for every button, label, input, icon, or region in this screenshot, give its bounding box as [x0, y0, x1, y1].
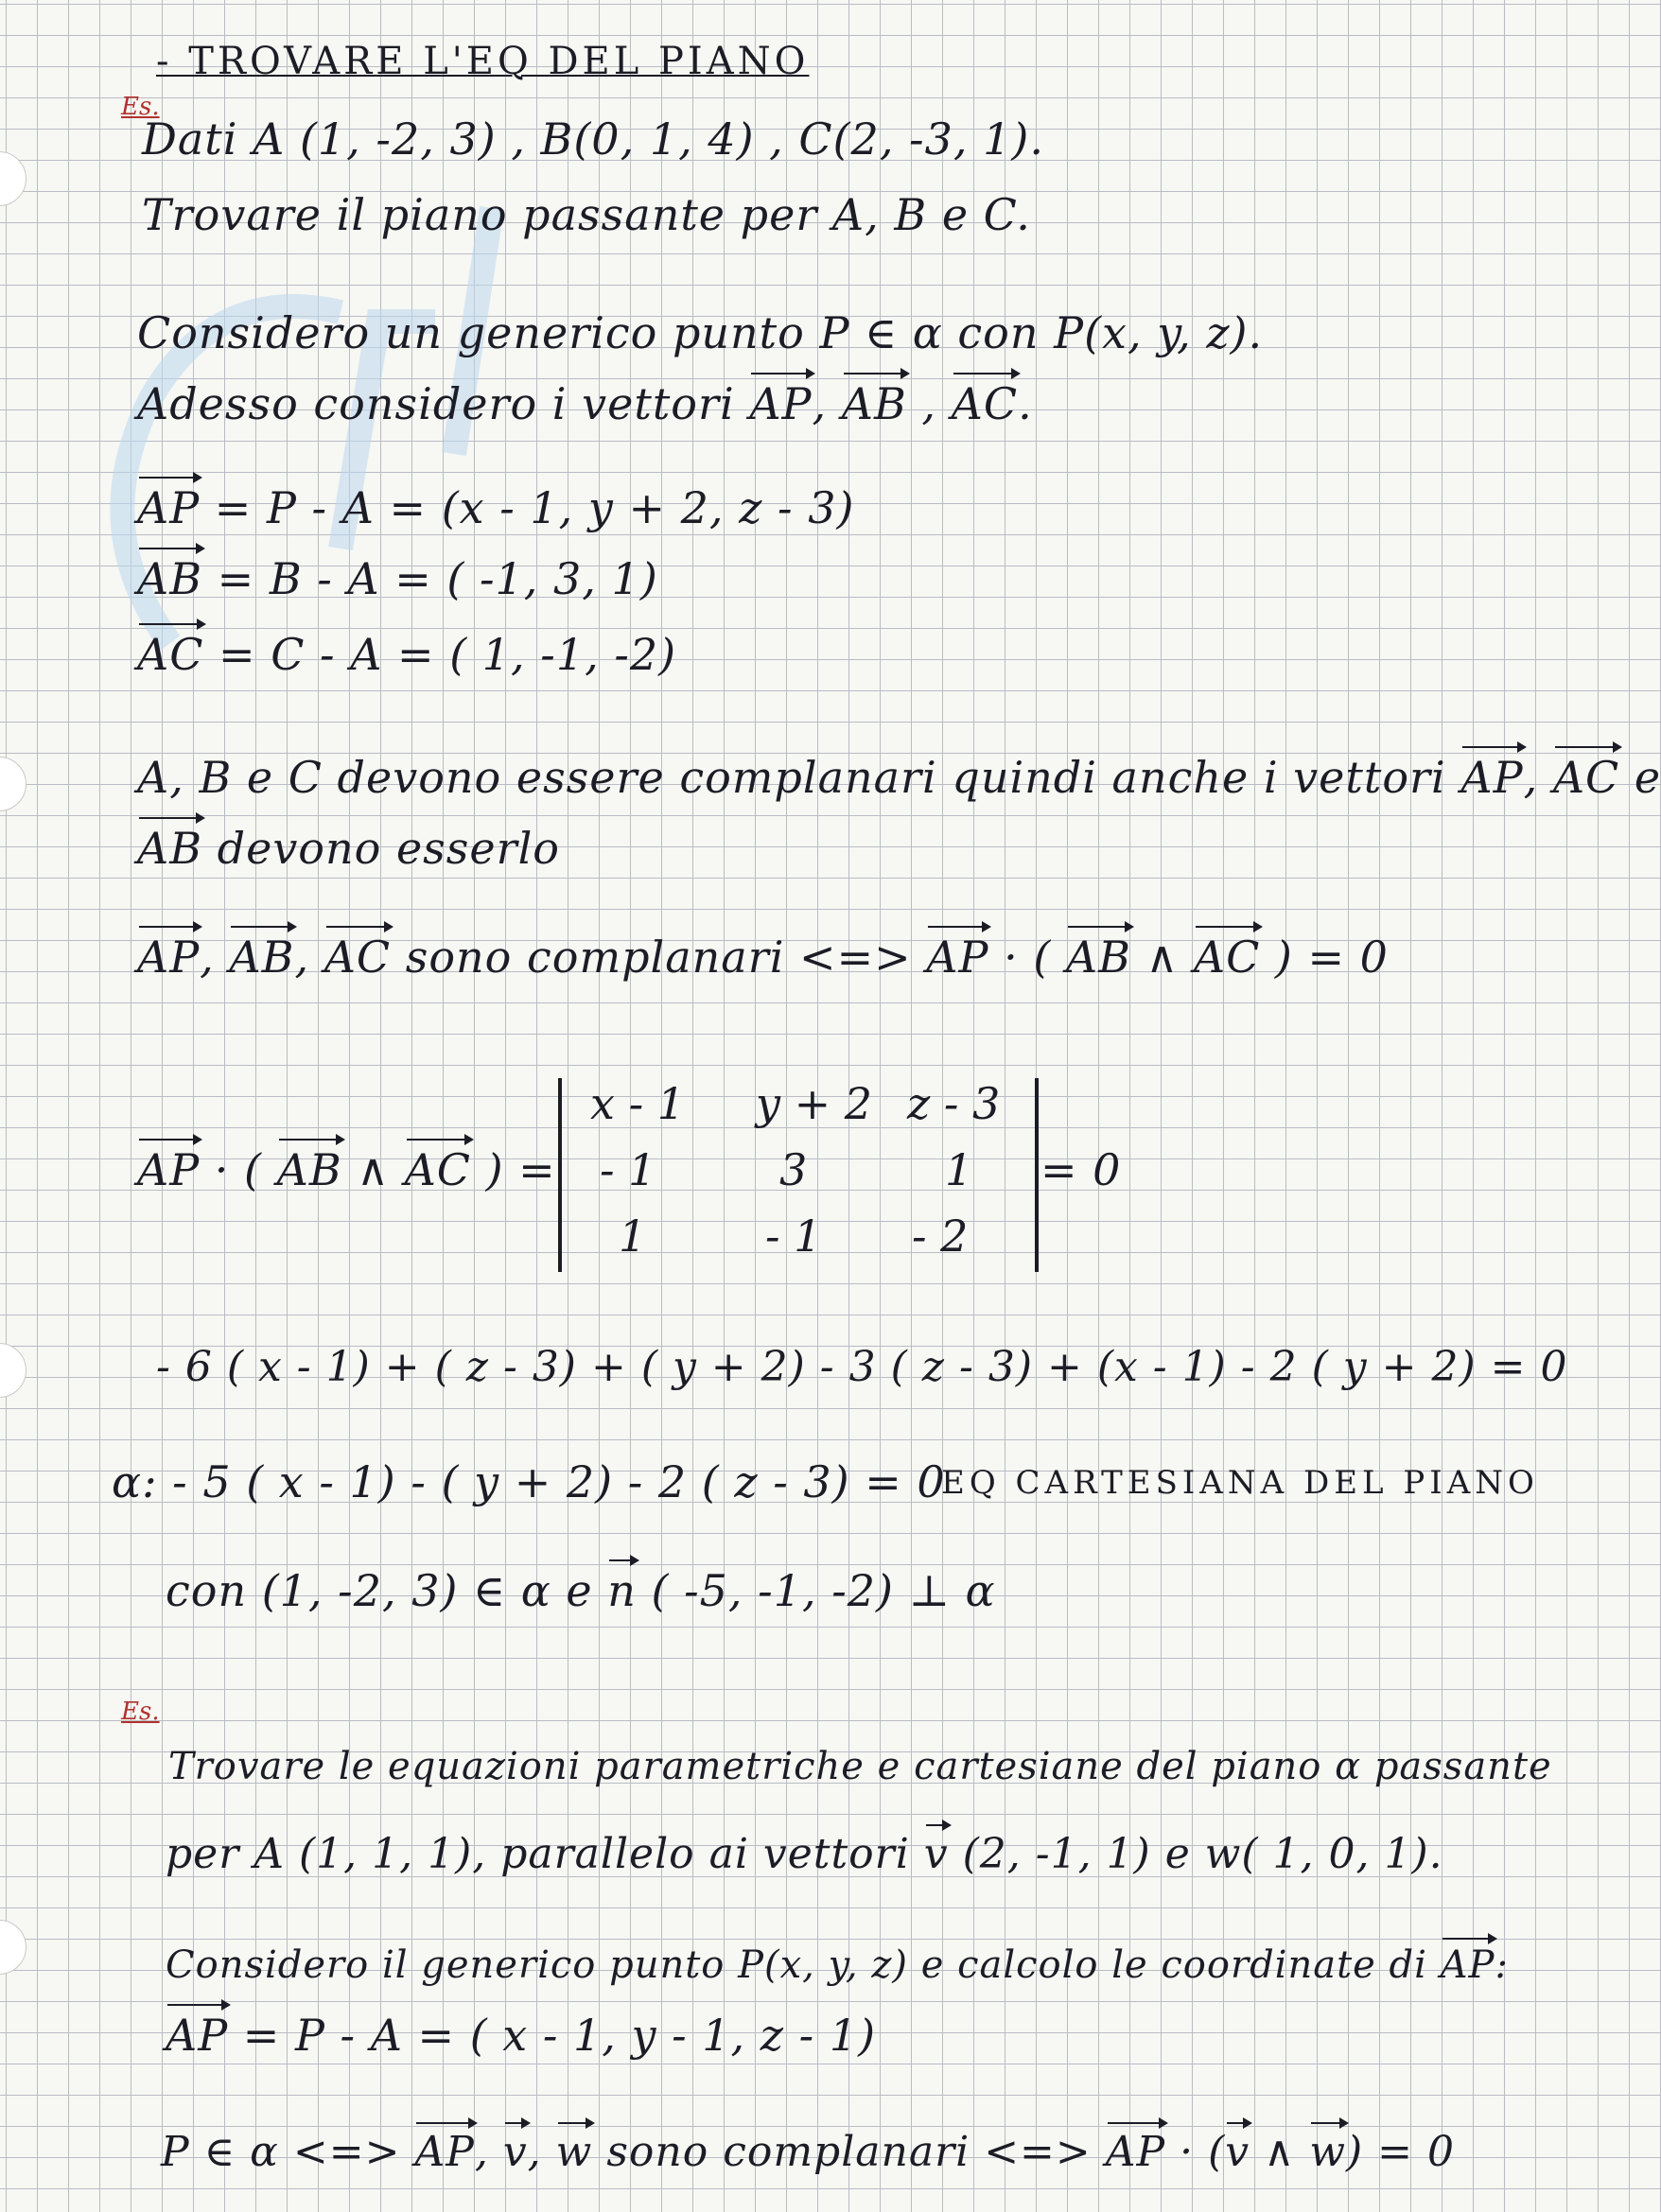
- ex2-ap-def: [166, 2010, 876, 2061]
- text: = C - A = ( 1, -1, -2): [203, 629, 677, 680]
- vector-ab: AB: [276, 1144, 342, 1195]
- vector-ab: AB: [1065, 932, 1131, 983]
- vector-ab: AB: [229, 932, 295, 983]
- vector-ab: AB: [137, 823, 203, 874]
- vector-v: v: [502, 2128, 528, 2176]
- vector-ap: AP: [137, 932, 201, 983]
- matrix-cell: 1: [619, 1211, 647, 1262]
- exercise-2-tag: Es.: [121, 1698, 160, 1726]
- text: Considero il generico punto P(x, y, z) e calcolo le coordinate di: [166, 1943, 1441, 1987]
- matrix-cell: y + 2: [756, 1078, 873, 1129]
- text: ) =: [470, 1144, 556, 1195]
- text: = P - A = (x - 1, y + 2, z - 3): [200, 482, 855, 533]
- text: ( -5, -1, -2) ⊥ α: [636, 1565, 996, 1616]
- matrix-cell: x - 1: [590, 1078, 685, 1129]
- exercise-1-tag: Es.: [121, 93, 160, 121]
- matrix-cell: 3: [779, 1144, 808, 1195]
- matrix-cell: - 1: [600, 1144, 656, 1195]
- text: ,: [527, 2128, 556, 2176]
- ex1-coplanar-line-2: [137, 823, 560, 874]
- determinant-matrix: [558, 1078, 1039, 1272]
- matrix-cell: 1: [945, 1144, 973, 1195]
- vector-v: v: [1225, 2128, 1250, 2176]
- vector-ap: AP: [137, 1144, 201, 1195]
- text: ,: [1523, 752, 1553, 803]
- ex2-consider: [166, 1943, 1509, 1987]
- text: :: [1495, 1943, 1509, 1987]
- text: A, B e C devono essere complanari quindi anche i vettori: [137, 752, 1461, 803]
- text: P ∈ α <=>: [161, 2128, 415, 2176]
- text: Adesso considero i vettori: [137, 378, 750, 429]
- vector-w: w: [1309, 2128, 1347, 2176]
- ex1-normal: [166, 1565, 996, 1616]
- vector-ap: AP: [1460, 752, 1524, 803]
- ex1-consider-vectors: [137, 378, 1033, 429]
- vector-ab: AB: [841, 378, 907, 429]
- text: = B - A = ( -1, 3, 1): [202, 553, 658, 604]
- vector-ac: AC: [951, 378, 1019, 429]
- vector-ap: AP: [137, 482, 201, 533]
- matrix-cell: - 2: [912, 1211, 969, 1262]
- vector-ap: AP: [1440, 1943, 1495, 1987]
- ex2-task-line-2: [166, 1830, 1443, 1878]
- ex1-given: Dati A (1, -2, 3) , B(0, 1, 4) , C(2, -3, 1).: [142, 113, 1044, 165]
- ex1-ap-def: [137, 482, 854, 533]
- ex2-task-line-1: Trovare le equazioni parametriche e cartesiane del piano α passante: [168, 1745, 1552, 1788]
- text: ,: [474, 2128, 503, 2176]
- vector-ac: AC: [1552, 752, 1620, 803]
- text: con (1, -2, 3) ∈ α e: [166, 1565, 608, 1616]
- ex1-consider-point: Considero un generico punto P ∈ α con P(x, y, z).: [137, 307, 1264, 358]
- vector-ap: AP: [926, 932, 989, 983]
- vector-ap: AP: [166, 2010, 229, 2061]
- page-title: - TROVARE L'EQ DEL PIANO: [156, 40, 810, 83]
- ex1-cartesian-label: EQ CARTESIANA DEL PIANO: [941, 1464, 1539, 1502]
- ex1-task: Trovare il piano passante per A, B e C.: [142, 189, 1031, 240]
- ex1-coplanar-line-1: [137, 752, 1661, 803]
- text: ∧: [1250, 2128, 1310, 2176]
- text: per A (1, 1, 1), parallelo ai vettori: [166, 1830, 924, 1878]
- binder-hole-4: [0, 1920, 26, 1975]
- ex2-coplanar-condition: [161, 2128, 1455, 2176]
- text: sono complanari <=>: [592, 2128, 1106, 2176]
- ex1-ac-def: [137, 629, 676, 680]
- vector-ac: AC: [323, 932, 392, 983]
- ex1-expansion: - 6 ( x - 1) + ( z - 3) + ( y + 2) - 3 ( z - 3) + (x - 1) - 2 ( y + 2) = 0: [156, 1343, 1568, 1391]
- ex1-coplanar-condition: AP, AB, AC sono complanari <=> AP · ( AB ∧ AC ) = 0: [137, 932, 1389, 983]
- ex1-det-lhs: AP · ( AB ∧ AC ) =: [137, 1144, 556, 1195]
- text: .: [1018, 378, 1033, 429]
- ex1-ab-def: [137, 553, 658, 604]
- vector-ap: AP: [749, 378, 813, 429]
- binder-hole-1: [0, 151, 26, 206]
- text: = P - A = ( x - 1, y - 1, z - 1): [228, 2010, 877, 2061]
- text: · (: [1165, 2128, 1226, 2176]
- text: sono complanari <=>: [391, 932, 927, 983]
- vector-ac: AC: [404, 1144, 471, 1195]
- binder-hole-2: [0, 757, 26, 811]
- vector-ac: AC: [1193, 932, 1261, 983]
- text: e: [1619, 752, 1661, 803]
- vector-ab: AB: [137, 553, 203, 604]
- text: ,: [812, 378, 842, 429]
- vector-w: w: [555, 2128, 593, 2176]
- ex1-det-rhs: = 0: [1040, 1144, 1122, 1195]
- text: (2, -1, 1) e w( 1, 0, 1).: [948, 1830, 1443, 1878]
- vector-v: v: [923, 1830, 949, 1878]
- binder-hole-3: [0, 1343, 26, 1398]
- text: ) = 0: [1346, 2128, 1456, 2176]
- vector-ap: AP: [1105, 2128, 1166, 2176]
- text: ,: [906, 378, 952, 429]
- text: ) = 0: [1260, 932, 1389, 983]
- vector-n: n: [607, 1565, 637, 1616]
- matrix-cell: z - 3: [907, 1078, 1001, 1129]
- text: devono esserlo: [202, 823, 560, 874]
- vector-ac: AC: [137, 629, 204, 680]
- vector-ap: AP: [414, 2128, 475, 2176]
- ex1-cartesian: α: - 5 ( x - 1) - ( y + 2) - 2 ( z - 3) = 0: [112, 1456, 946, 1507]
- matrix-cell: - 1: [765, 1211, 822, 1262]
